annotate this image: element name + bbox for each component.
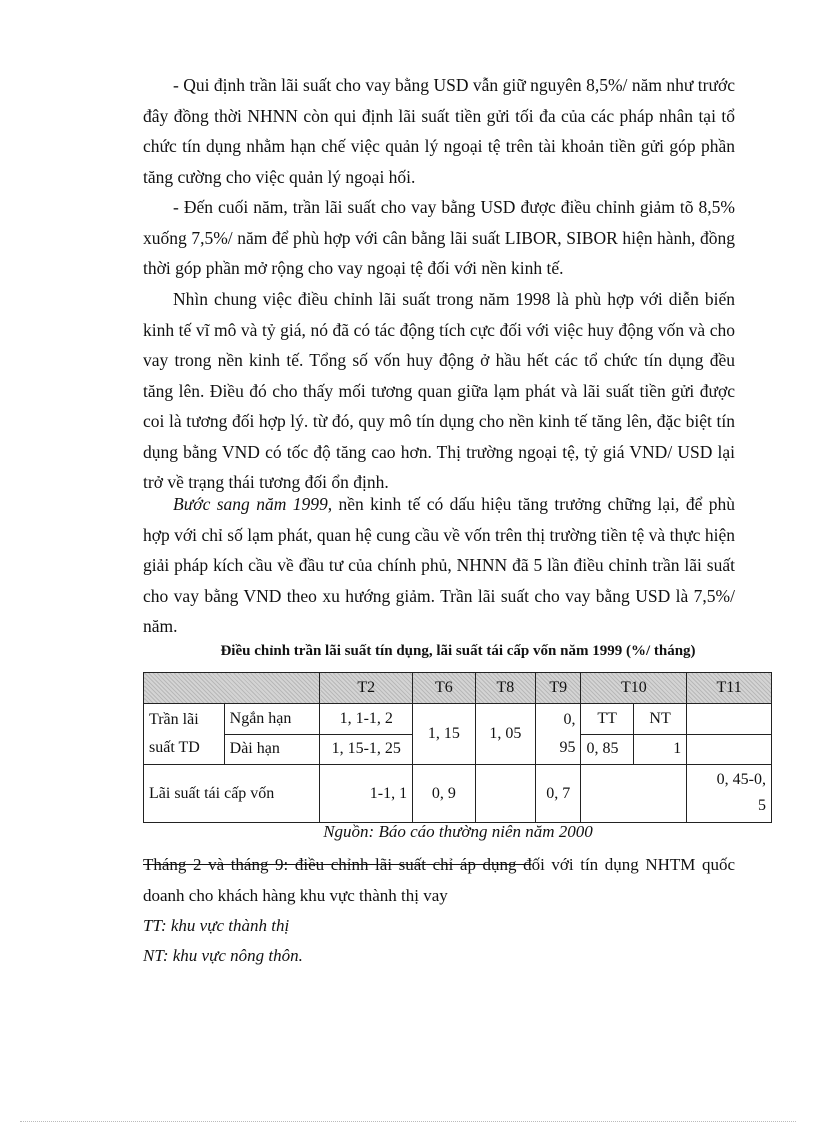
cell-t9 <box>536 704 581 765</box>
table-row <box>144 704 772 735</box>
paragraph-year-end <box>143 192 735 284</box>
table-row <box>144 765 772 823</box>
cell-dai-han: Dài hạn <box>224 734 320 765</box>
cell-t6: 1, 15 <box>413 704 475 765</box>
paragraph-text: - Qui định trần lãi suất cho vay bằng USD vẫn giữ nguyên 8,5%/ năm như trước đây đồng thời NHNN còn qui định lãi suất tiền gửi tối đa của các pháp nhân tại tổ chức tín dụng nhằm hạn chế việc quản lý ngoại tệ trên tài khoản tiền gửi góp phần tăng cường cho việc quản lý ngoại hối. <box>143 75 735 187</box>
cell-tcv-t6: 0, 9 <box>413 765 475 823</box>
cell-line: 0, <box>563 711 576 728</box>
header-t9: T9 <box>536 673 581 704</box>
cell-ngan-han: Ngắn hạn <box>224 704 320 735</box>
paragraph-1999 <box>143 489 735 642</box>
cell-line: 0, 45-0, <box>716 771 766 788</box>
cell-empty <box>687 734 772 765</box>
table-source: Nguồn: Báo cáo thường niên năm 2000 <box>323 822 593 841</box>
note-text: NT: khu vực nông thôn. <box>143 946 303 965</box>
paragraph-text: , nền kinh tế có dấu hiệu tăng trưởng chững lại, để phù hợp với chỉ số lạm phát, quan hệ cung cầu về vốn trên thị trường tiền tệ và thực hiện giải pháp kích cầu về đầu tư của chính phủ, NHNN đã 5 lần điều chỉnh trần lãi suất cho vay bằng VND theo xu hướng giảm. Trần lãi suất cho vay bằng USD là 7,5%/ năm. <box>143 494 735 636</box>
paragraph-italic-lead: Bước sang năm 1999 <box>173 494 328 514</box>
cell-empty <box>687 704 772 735</box>
note-nt <box>143 941 735 972</box>
cell-dai-t2: 1, 15-1, 25 <box>320 734 413 765</box>
interest-rate-table <box>143 672 772 823</box>
note-tt <box>143 911 735 942</box>
header-t8: T8 <box>475 673 535 704</box>
note-struck-text: Tháng 2 và tháng 9: điều chỉnh lãi suất chỉ áp dụng đ <box>143 855 532 874</box>
header-t10: T10 <box>581 673 687 704</box>
cell-tcv-t9: 0, 7 <box>536 765 581 823</box>
cell-t8: 1, 05 <box>475 704 535 765</box>
cell-nt-label: NT <box>633 704 686 735</box>
cell-empty <box>475 765 535 823</box>
cell-tt-value: 0, 85 <box>581 734 633 765</box>
cell-nt-value: 1 <box>633 734 686 765</box>
row-label-line: Trần lãi <box>149 711 199 728</box>
cell-tcv-t11 <box>687 765 772 823</box>
page-bottom-divider <box>20 1121 796 1122</box>
cell-line: 5 <box>758 797 766 814</box>
paragraph-text: - Đến cuối năm, trần lãi suất cho vay bằng USD được điều chỉnh giảm tõ 8,5% xuống 7,5%/ năm để phù hợp với cân bằng lãi suất LIBOR, SIBOR hiện hành, đồng thời góp phần mở rộng cho vay ngoại tệ đối với nền kinh tế. <box>143 197 735 278</box>
header-t11: T11 <box>687 673 772 704</box>
row-label-line: suất TD <box>149 739 200 756</box>
note-text: TT: khu vực thành thị <box>143 916 290 935</box>
header-empty-cell <box>144 673 320 704</box>
paragraph-text: Nhìn chung việc điều chỉnh lãi suất trong năm 1998 là phù hợp với diễn biến kinh tế vĩ mô và tỷ giá, nó đã có tác động tích cực đối với việc huy động vốn và cho vay trong nền kinh tế. Tổng số vốn huy động ở hầu hết các tổ chức tín dụng đều tăng lên. Điều đó cho thấy mối tương quan giữa lạm phát và lãi suất tiền gửi được coi là tương đối hợp lý. từ đó, quy mô tín dụng cho nền kinh tế tăng lên, đặc biệt tín dụng bằng VND có tốc độ tăng cao hơn. Thị trường ngoại tệ, tỷ giá VND/ USD lại trở về trạng thái tương đối ổn định. <box>143 289 735 492</box>
table-caption: Điều chỉnh trần lãi suất tín dụng, lãi suất tái cấp vốn năm 1999 (%/ tháng) <box>220 643 696 659</box>
cell-line: 95 <box>559 739 576 756</box>
paragraph-1998-summary <box>143 284 735 498</box>
cell-ngan-t2: 1, 1-1, 2 <box>320 704 413 735</box>
table-header-row <box>144 673 772 704</box>
note-text: ối với tín dụng NHTM quốc doanh cho khách hàng khu vực thành thị vay <box>143 855 735 905</box>
paragraph-usd-ceiling <box>143 70 735 192</box>
header-t6: T6 <box>413 673 475 704</box>
cell-tt-label: TT <box>581 704 633 735</box>
cell-empty <box>581 765 687 823</box>
note-paragraph <box>143 850 735 911</box>
row-label-tran-ls <box>144 704 225 765</box>
header-t2: T2 <box>320 673 413 704</box>
cell-tcv-t2: 1-1, 1 <box>320 765 413 823</box>
row-label-tai-cap-von: Lãi suất tái cấp vốn <box>144 765 320 823</box>
